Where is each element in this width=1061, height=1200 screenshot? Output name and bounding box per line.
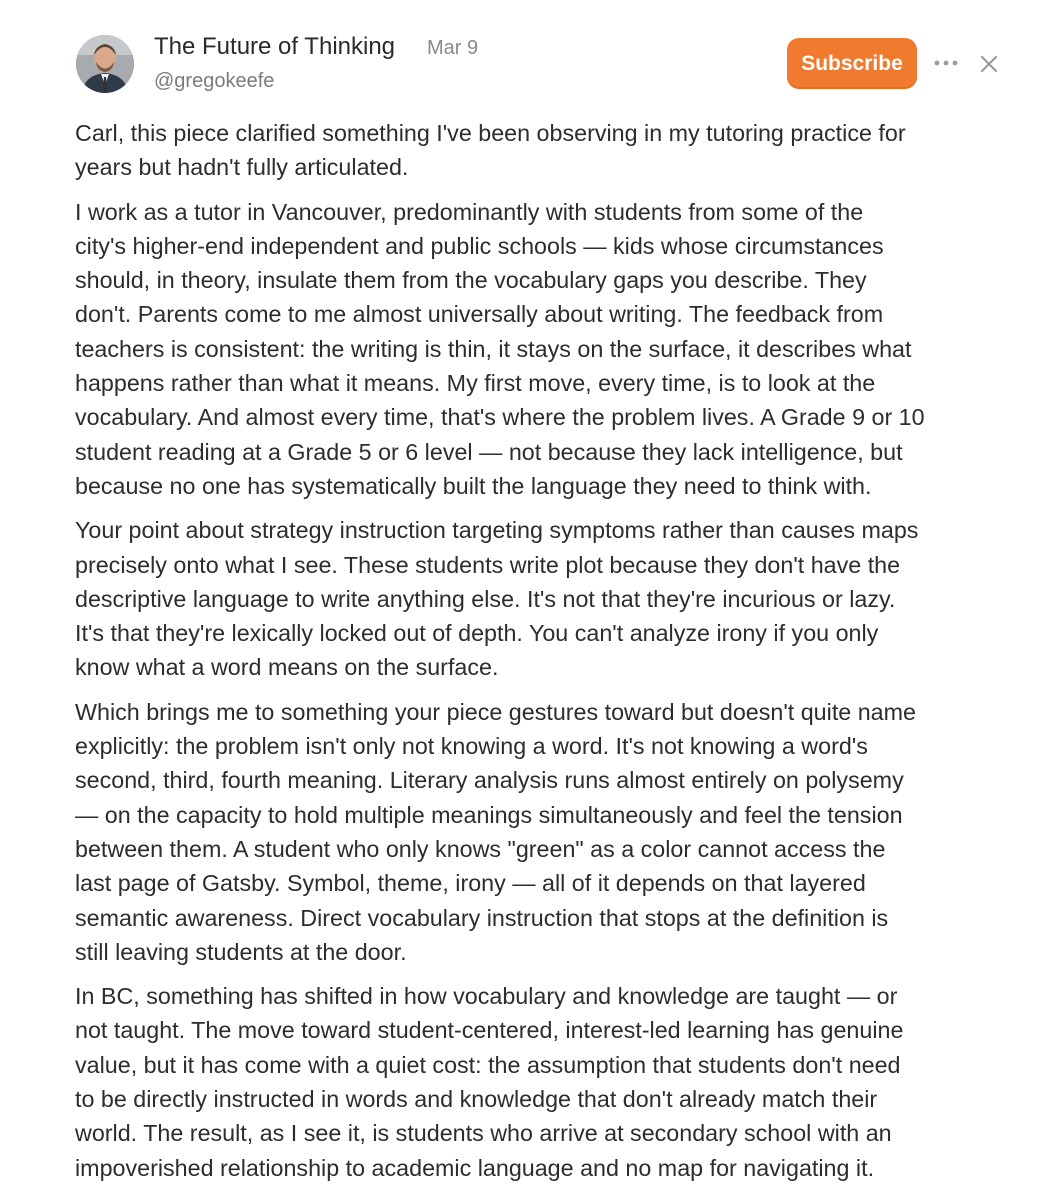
comment-line: Carl, this piece clarified something I've been observing in my tutoring practice for — [75, 120, 906, 146]
comment-line: It's that they're lexically locked out of depth. You can't analyze irony if you only — [75, 620, 879, 647]
comment-paragraph — [75, 513, 1015, 684]
comment-line: years but hadn't fully articulated. — [75, 154, 409, 181]
comment-header — [0, 0, 1061, 110]
comment-line: student reading at a Grade 5 or 6 level — not because they lack intelligence, but — [75, 438, 903, 465]
comment-line: Your point about strategy instruction targeting symptoms rather than causes maps — [75, 517, 919, 544]
author-avatar[interactable] — [76, 35, 134, 93]
comment-line: second, third, fourth meaning. Literary analysis runs almost entirely on polysemy — [75, 767, 904, 794]
comment-line: I work as a tutor in Vancouver, predominantly with students from some of the — [75, 198, 864, 225]
author-name[interactable]: The Future of Thinking — [154, 33, 396, 60]
comment-line: precisely onto what I see. These students write plot because they don't have the — [75, 551, 901, 578]
more-horizontal-icon[interactable] — [933, 55, 959, 71]
comment-line: still leaving students at the door. — [75, 938, 407, 965]
comment-line: between them. A student who only knows "green" as a color cannot access the — [75, 835, 886, 862]
close-icon[interactable] — [979, 54, 999, 74]
author-handle[interactable]: @gregokeefe — [154, 70, 275, 92]
comment-paragraph — [75, 195, 1015, 504]
comment-line: descriptive language to write anything else. It's not that they're incurious or lazy. — [75, 585, 896, 612]
comment-line: explicitly: the problem isn't only not knowing a word. It's not knowing a word's — [75, 733, 868, 760]
comment-line: because no one has systematically built the language they need to think with. — [75, 472, 872, 499]
comment-line: don't. Parents come to me almost universally about writing. The feedback from — [75, 301, 884, 328]
comment-line: vocabulary. And almost every time, that's where the problem lives. A Grade 9 or 10 — [75, 404, 925, 431]
comment-date[interactable]: Mar 9 — [427, 37, 479, 59]
comment-line: value, but it has come with a quiet cost: the assumption that students don't need — [75, 1051, 901, 1078]
comment-line: impoverished relationship to academic language and no map for navigating it. — [75, 1154, 875, 1181]
comment-body — [75, 116, 1015, 1185]
comment-line: should, in theory, insulate them from the vocabulary gaps you describe. They — [75, 267, 867, 294]
person-avatar-icon — [76, 35, 134, 93]
comment-line: happens rather than what it means. My first move, every time, is to look at the — [75, 370, 876, 397]
comment-line: — on the capacity to hold multiple meanings simultaneously and feel the tension — [75, 801, 903, 828]
comment-line: not taught. The move toward student-centered, interest-led learning has genuine — [75, 1017, 904, 1044]
comment-paragraph — [75, 979, 1015, 1185]
subscribe-button[interactable]: Subscribe — [787, 38, 917, 89]
comment-line: Which brings me to something your piece gestures toward but doesn't quite name — [75, 698, 916, 725]
comment-line: know what a word means on the surface. — [75, 654, 499, 681]
comment-line: world. The result, as I see it, is students who arrive at secondary school with an — [75, 1120, 892, 1147]
comment-line: city's higher-end independent and public schools — kids whose circumstances — [75, 232, 884, 259]
comment-line: teachers is consistent: the writing is thin, it stays on the surface, it describes what — [75, 335, 912, 362]
comment-line: In BC, something has shifted in how vocabulary and knowledge are taught — or — [75, 983, 898, 1010]
comment-line: last page of Gatsby. Symbol, theme, irony — all of it depends on that layered — [75, 870, 866, 897]
comment-line: semantic awareness. Direct vocabulary instruction that stops at the definition is — [75, 904, 889, 931]
comment-line: to be directly instructed in words and knowledge that don't already match their — [75, 1086, 878, 1113]
comment-paragraph — [75, 695, 1015, 969]
comment-paragraph — [75, 116, 1015, 185]
